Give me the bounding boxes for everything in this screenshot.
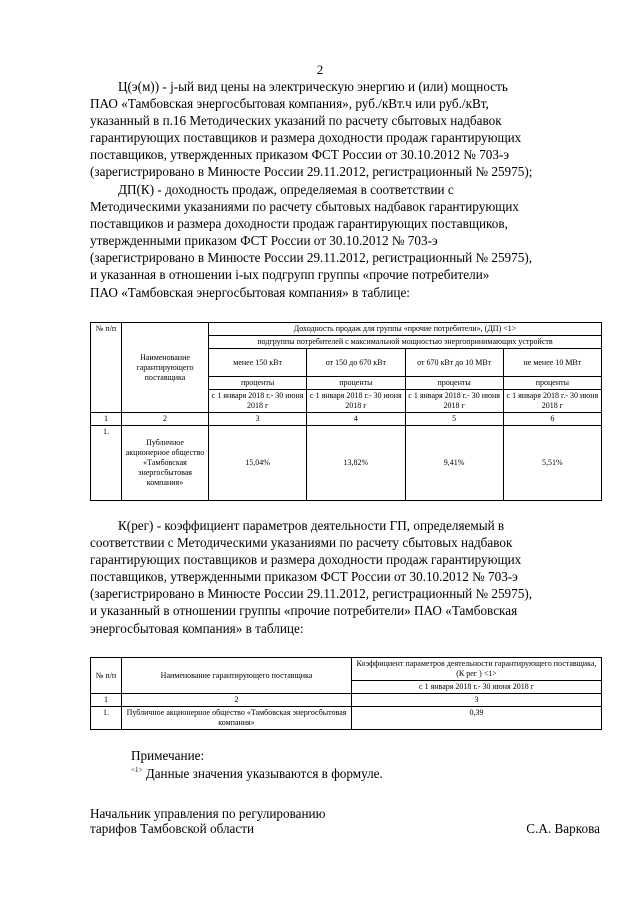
value-cell: 9,41%	[405, 426, 503, 501]
note-body: Данные значения указываются в формуле.	[145, 766, 383, 781]
unit-cell: проценты	[405, 377, 503, 390]
col-number: 3	[209, 413, 307, 426]
text-line: (зарегистрировано в Минюсте России 29.11.2012, регистрационный № 25975);	[90, 164, 533, 180]
note-title: Примечание:	[131, 748, 205, 763]
text-line: гарантирующих поставщиков и размера доходности продаж гарантирующих	[90, 130, 522, 146]
coefficient-header: Коэффициент параметров деятельности гарантирующего поставщика, (К рег ) <1>	[352, 658, 602, 681]
text-line: поставщиков, утвержденными приказом ФСТ России от 30.10.2012 № 703-э	[90, 569, 518, 585]
text-line: Ц(э(м)) - j-ый вид цены на электрическую энергию и (или) мощность	[118, 79, 508, 94]
paragraph-price-definition	[90, 78, 600, 181]
col-number: 1	[91, 413, 122, 426]
unit-cell: проценты	[209, 377, 307, 390]
period-cell: с 1 января 2018 г.- 30 июня 2018 г	[352, 681, 602, 694]
col-number: 4	[307, 413, 405, 426]
period-cell: с 1 января 2018 г.- 30 июня 2018 г	[209, 390, 307, 413]
value-cell: 5,51%	[503, 426, 601, 501]
col-number: 3	[352, 694, 602, 707]
col-name-header: Наименование гарантирующего поставщика	[122, 658, 352, 694]
row-no: 1.	[91, 426, 122, 501]
note-text	[131, 766, 383, 782]
footnote-marker: <1>	[131, 766, 143, 774]
supplier-name: Публичное акционерное общество «Тамбовская энергосбытовая компания»	[122, 426, 209, 501]
table-row	[91, 707, 602, 730]
text-line: (зарегистрировано в Минюсте России 29.11.2012, регистрационный № 25975),	[90, 250, 533, 266]
table-row	[91, 426, 602, 501]
value-cell: 15,04%	[209, 426, 307, 501]
profitability-table	[90, 322, 602, 501]
text-line: энергосбытовая компания» в таблице:	[90, 620, 304, 636]
text-line: соответствии с Методическими указаниями по расчету сбытовых надбавок	[90, 535, 513, 551]
signatory-position: Начальник управления по регулированию	[90, 806, 326, 821]
group-header: от 670 кВт до 10 МВт	[405, 349, 503, 377]
period-cell: с 1 января 2018 г.- 30 июня 2018 г	[307, 390, 405, 413]
text-line: указанный в п.16 Методических указаний по расчету сбытовых надбавок	[90, 113, 502, 129]
col-number: 6	[503, 413, 601, 426]
col-number: 2	[122, 413, 209, 426]
col-number: 5	[405, 413, 503, 426]
group-header: не менее 10 МВт	[503, 349, 601, 377]
group-header: менее 150 кВт	[209, 349, 307, 377]
col-number: 1	[91, 694, 122, 707]
period-cell: с 1 января 2018 г.- 30 июня 2018 г	[405, 390, 503, 413]
text-line: и указанная в отношении i-ых подгрупп группы «прочие потребители»	[90, 267, 490, 283]
unit-cell: проценты	[503, 377, 601, 390]
text-line: гарантирующих поставщиков и размера доходности продаж гарантирующих	[90, 552, 522, 568]
value-cell: 13,82%	[307, 426, 405, 501]
col-name-header: Наименование гарантирующего поставщика	[122, 323, 209, 413]
col-number: 2	[122, 694, 352, 707]
text-line: ДП(К) - доходность продаж, определяемая в соответствии с	[118, 182, 454, 197]
signatory-name: С.А. Варкова	[526, 821, 600, 836]
value-cell: 0,39	[352, 707, 602, 730]
group-header: от 150 до 670 кВт	[307, 349, 405, 377]
text-line: Методическими указаниями по расчету сбытовых надбавок гарантирующих	[90, 199, 519, 215]
text-line: ПАО «Тамбовская энергосбытовая компания» в таблице:	[90, 284, 410, 300]
subgroup-header: подгруппы потребителей с максимальной мощностью энергопринимающих устройств	[209, 336, 602, 349]
supplier-name: Публичное акционерное общество «Тамбовская энергосбытовая компания»	[122, 707, 352, 730]
unit-cell: проценты	[307, 377, 405, 390]
page-number: 2	[316, 62, 324, 77]
col-no-header: № п/п	[91, 323, 122, 413]
text-line: утвержденными приказом ФСТ России от 30.10.2012 № 703-э	[90, 233, 438, 249]
paragraph-coefficient-definition	[90, 517, 600, 637]
text-line: (зарегистрировано в Минюсте России 29.11.2012, регистрационный № 25975),	[90, 586, 533, 602]
profitability-header: Доходность продаж для группы «прочие потребители», (ДП) <1>	[209, 323, 602, 336]
text-line: ПАО «Тамбовская энергосбытовая компания», руб./кВт.ч или руб./кВт,	[90, 96, 489, 112]
col-no-header: № п/п	[91, 658, 122, 694]
row-no: 1.	[91, 707, 122, 730]
text-line: поставщиков и размера доходности продаж гарантирующих поставщиков,	[90, 216, 508, 232]
period-cell: с 1 января 2018 г.- 30 июня 2018 г	[503, 390, 601, 413]
text-line: и указанный в отношении группы «прочие потребители» ПАО «Тамбовская	[90, 603, 518, 619]
text-line: К(рег) - коэффициент параметров деятельности ГП, определяемый в	[118, 518, 505, 533]
signatory-position: тарифов Тамбовской области	[90, 821, 255, 836]
text-line: поставщиков, утвержденных приказом ФСТ России от 30.10.2012 № 703-э	[90, 147, 510, 163]
coefficient-table	[90, 657, 602, 730]
paragraph-profitability-definition	[90, 181, 600, 301]
